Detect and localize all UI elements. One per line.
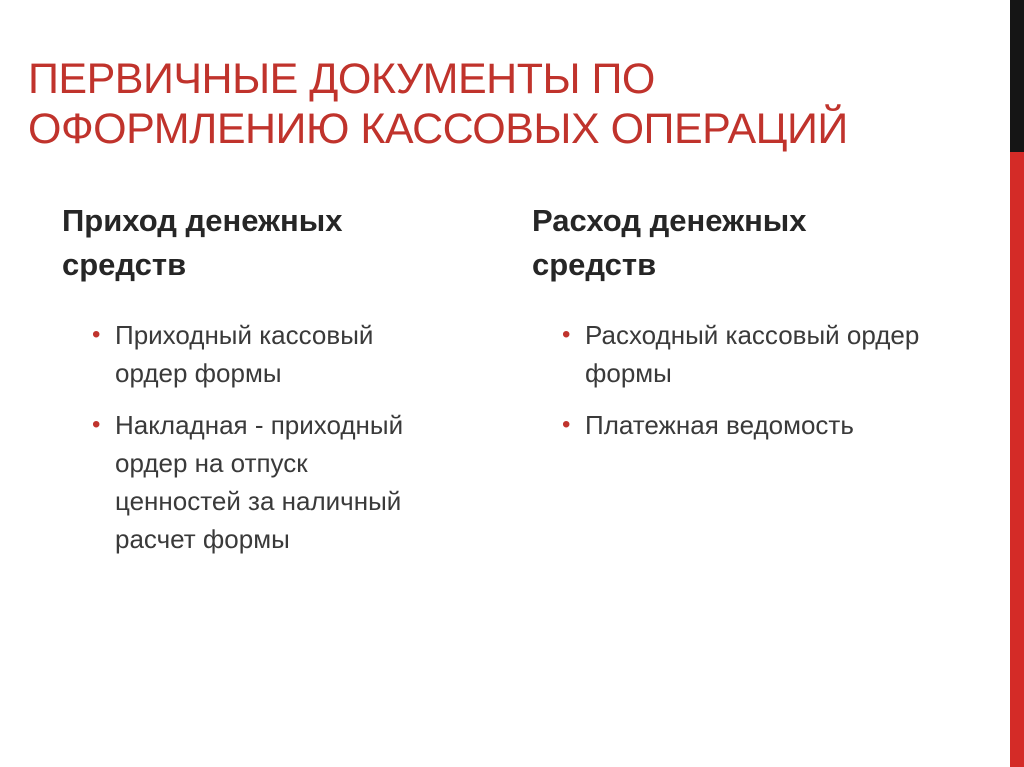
income-list bbox=[62, 316, 482, 558]
accent-bar-bottom bbox=[1010, 152, 1024, 767]
list-item-text: Расходный кассовый ордер формы bbox=[585, 320, 920, 388]
list-item bbox=[532, 406, 925, 444]
list-item bbox=[532, 316, 925, 392]
bullet-icon: • bbox=[562, 321, 571, 348]
expense-list bbox=[532, 316, 952, 444]
bullet-icon: • bbox=[562, 411, 571, 438]
list-item-text: Приходный кассовый ордер формы bbox=[115, 320, 374, 388]
list-item-text: Платежная ведомость bbox=[585, 410, 854, 440]
expense-column bbox=[532, 199, 952, 458]
list-item-text: Накладная - приходный ордер на отпуск ценностей за наличный расчет формы bbox=[115, 410, 404, 554]
income-heading: Приход денежных средств bbox=[62, 203, 343, 282]
list-item bbox=[62, 406, 425, 558]
list-item bbox=[62, 316, 425, 392]
bullet-icon: • bbox=[92, 411, 101, 438]
expense-heading: Расход денежных средств bbox=[532, 203, 807, 282]
slide-title: ПЕРВИЧНЫЕ ДОКУМЕНТЫ ПО ОФОРМЛЕНИЮ КАССОВЫХ ОПЕРАЦИЙ bbox=[28, 55, 848, 153]
income-column bbox=[62, 199, 482, 572]
accent-bar-top bbox=[1010, 0, 1024, 152]
bullet-icon: • bbox=[92, 321, 101, 348]
